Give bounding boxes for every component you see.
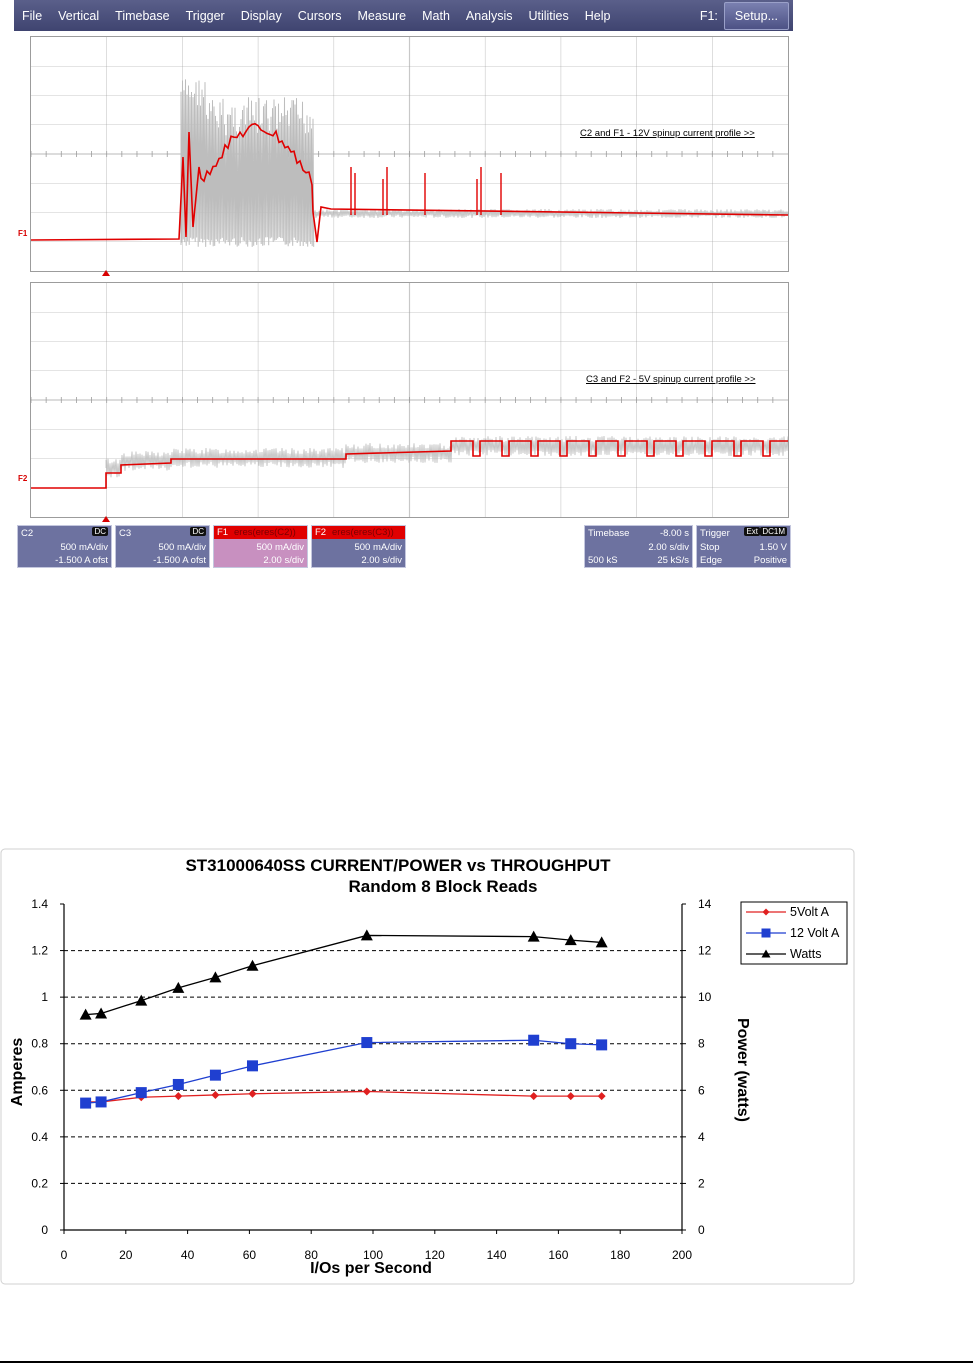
chart-title: ST31000640SS CURRENT/POWER vs THROUGHPUT	[185, 856, 611, 875]
series-point-1	[210, 1070, 221, 1081]
scope-menubar	[14, 0, 793, 31]
setup-button[interactable]: Setup...	[724, 2, 789, 30]
y-tick-label: 1	[41, 990, 48, 1005]
lower-annotation: C3 and F2 - 5V spinup current profile >>	[586, 374, 756, 385]
menu-help[interactable]: Help	[584, 8, 611, 23]
x-axis-label: I/Os per Second	[310, 1260, 432, 1277]
y2-tick-label: 4	[698, 1129, 705, 1144]
timebase-title: Timebase	[588, 528, 630, 539]
timebase-rate: 25 kS/s	[657, 555, 689, 566]
y-axis-label: Amperes	[9, 1037, 26, 1107]
y2-tick-label: 8	[698, 1036, 705, 1051]
y-tick-label: 0.2	[31, 1176, 48, 1191]
series-point-1	[528, 1035, 539, 1046]
channel-c2-box[interactable]	[17, 525, 112, 568]
legend-swatch-marker	[762, 929, 771, 938]
upper-annotation: C2 and F1 - 12V spinup current profile >>	[580, 128, 755, 139]
page-footer-rule	[0, 1361, 973, 1363]
timebase-box[interactable]	[584, 525, 693, 568]
chart-subtitle: Random 8 Block Reads	[348, 877, 538, 896]
series-point-1	[247, 1060, 258, 1071]
menu-file[interactable]: File	[22, 8, 43, 23]
menu-measure[interactable]: Measure	[357, 8, 407, 23]
x-tick-label: 200	[671, 1248, 693, 1262]
c2-offset: -1.500 A ofst	[55, 555, 108, 566]
f2-function: eres(eres(C3))	[332, 527, 394, 538]
y-tick-label: 0	[41, 1223, 48, 1237]
c3-coupling-badge: DC	[192, 527, 204, 536]
chart-svg	[0, 848, 856, 1286]
menu-math[interactable]: Math	[422, 8, 450, 23]
c3-name: C3	[119, 528, 132, 539]
c2-name: C2	[21, 528, 34, 539]
x-tick-label: 40	[180, 1248, 195, 1262]
x-tick-label: 60	[242, 1248, 257, 1262]
f1-time: 2.00 s/div	[263, 555, 304, 566]
f2-trace-tag: F2	[18, 474, 28, 483]
x-tick-label: 180	[610, 1248, 631, 1262]
x-tick-label: 100	[362, 1248, 384, 1262]
y2-tick-label: 14	[698, 897, 712, 911]
series-point-1	[596, 1039, 607, 1050]
y-tick-label: 0.8	[31, 1036, 48, 1051]
f1-scale: 500 mA/div	[256, 542, 304, 553]
y-tick-label: 1.4	[31, 897, 48, 911]
series-point-1	[361, 1037, 372, 1048]
y2-tick-label: 2	[698, 1176, 705, 1191]
lower-envelope	[106, 436, 788, 477]
menu-utilities[interactable]: Utilities	[528, 8, 569, 23]
series-point-1	[96, 1096, 107, 1107]
lower-waveform-grid	[30, 282, 789, 518]
upper-trigger-marker	[102, 270, 110, 276]
math-f1-box[interactable]	[213, 525, 308, 568]
channel-c3-box[interactable]	[115, 525, 210, 568]
legend-label: 5Volt A	[790, 905, 829, 919]
x-tick-label: 120	[424, 1248, 445, 1262]
menu-vertical[interactable]: Vertical	[58, 8, 100, 23]
series-point-1	[136, 1087, 147, 1098]
menu-timebase[interactable]: Timebase	[115, 8, 170, 23]
trigger-title: Trigger	[700, 528, 730, 539]
menu-analysis[interactable]: Analysis	[465, 8, 513, 23]
throughput-chart	[0, 848, 856, 1286]
y2-tick-label: 6	[698, 1083, 705, 1098]
menu-display[interactable]: Display	[240, 8, 282, 23]
timebase-samples: 500 kS	[588, 555, 618, 566]
x-tick-label: 0	[60, 1248, 68, 1262]
x-tick-label: 80	[304, 1248, 318, 1262]
c2-coupling-badge: DC	[94, 527, 106, 536]
series-point-1	[80, 1098, 91, 1109]
trigger-type: Edge	[700, 555, 723, 566]
legend-label: 12 Volt A	[790, 926, 840, 940]
trigger-level: 1.50 V	[759, 542, 787, 553]
y-tick-label: 0.6	[31, 1083, 48, 1098]
y2-tick-label: 12	[698, 943, 712, 958]
x-tick-label: 160	[548, 1248, 569, 1262]
y-tick-label: 1.2	[31, 943, 48, 958]
c3-scale: 500 mA/div	[158, 542, 206, 553]
f2-scale: 500 mA/div	[354, 542, 402, 553]
math-f2-box[interactable]	[311, 525, 406, 568]
chart-frame	[1, 849, 854, 1284]
x-tick-label: 20	[119, 1248, 133, 1262]
trigger-coupling-badge: DC1M	[762, 527, 785, 536]
upper-envelope-burst	[181, 79, 314, 247]
c3-offset: -1.500 A ofst	[153, 555, 206, 566]
series-point-1	[565, 1038, 576, 1049]
y2-axis-label: Power (watts)	[734, 1017, 751, 1123]
f1-trace-tag: F1	[18, 229, 28, 238]
menu-cursors[interactable]: Cursors	[297, 8, 342, 23]
f1-label: F1:	[699, 8, 718, 23]
trigger-box[interactable]	[696, 525, 791, 568]
upper-waveform-grid	[30, 36, 789, 272]
x-tick-label: 140	[486, 1248, 507, 1262]
upper-waveform-svg	[31, 37, 788, 271]
trigger-mode: Stop	[700, 542, 720, 553]
oscilloscope-screen	[14, 0, 793, 570]
timebase-sdiv: 2.00 s/div	[648, 542, 689, 553]
legend-label: Watts	[790, 947, 822, 961]
f1-function: eres(eres(C2))	[234, 527, 296, 538]
trigger-slope: Positive	[753, 555, 787, 566]
timebase-delay: -8.00 s	[659, 528, 689, 539]
lower-trigger-marker	[102, 516, 110, 522]
lower-waveform-svg	[31, 283, 788, 517]
c2-scale: 500 mA/div	[60, 542, 108, 553]
menu-trigger[interactable]: Trigger	[185, 8, 225, 23]
scope-status-row	[17, 525, 793, 568]
f1-name: F1	[217, 527, 229, 538]
f2-time: 2.00 s/div	[361, 555, 402, 566]
series-point-1	[173, 1079, 184, 1090]
y2-tick-label: 0	[698, 1223, 705, 1237]
f2-name: F2	[315, 527, 327, 538]
trigger-ext-badge: Ext	[746, 527, 758, 536]
y-tick-label: 0.4	[31, 1129, 48, 1144]
y2-tick-label: 10	[698, 990, 712, 1005]
